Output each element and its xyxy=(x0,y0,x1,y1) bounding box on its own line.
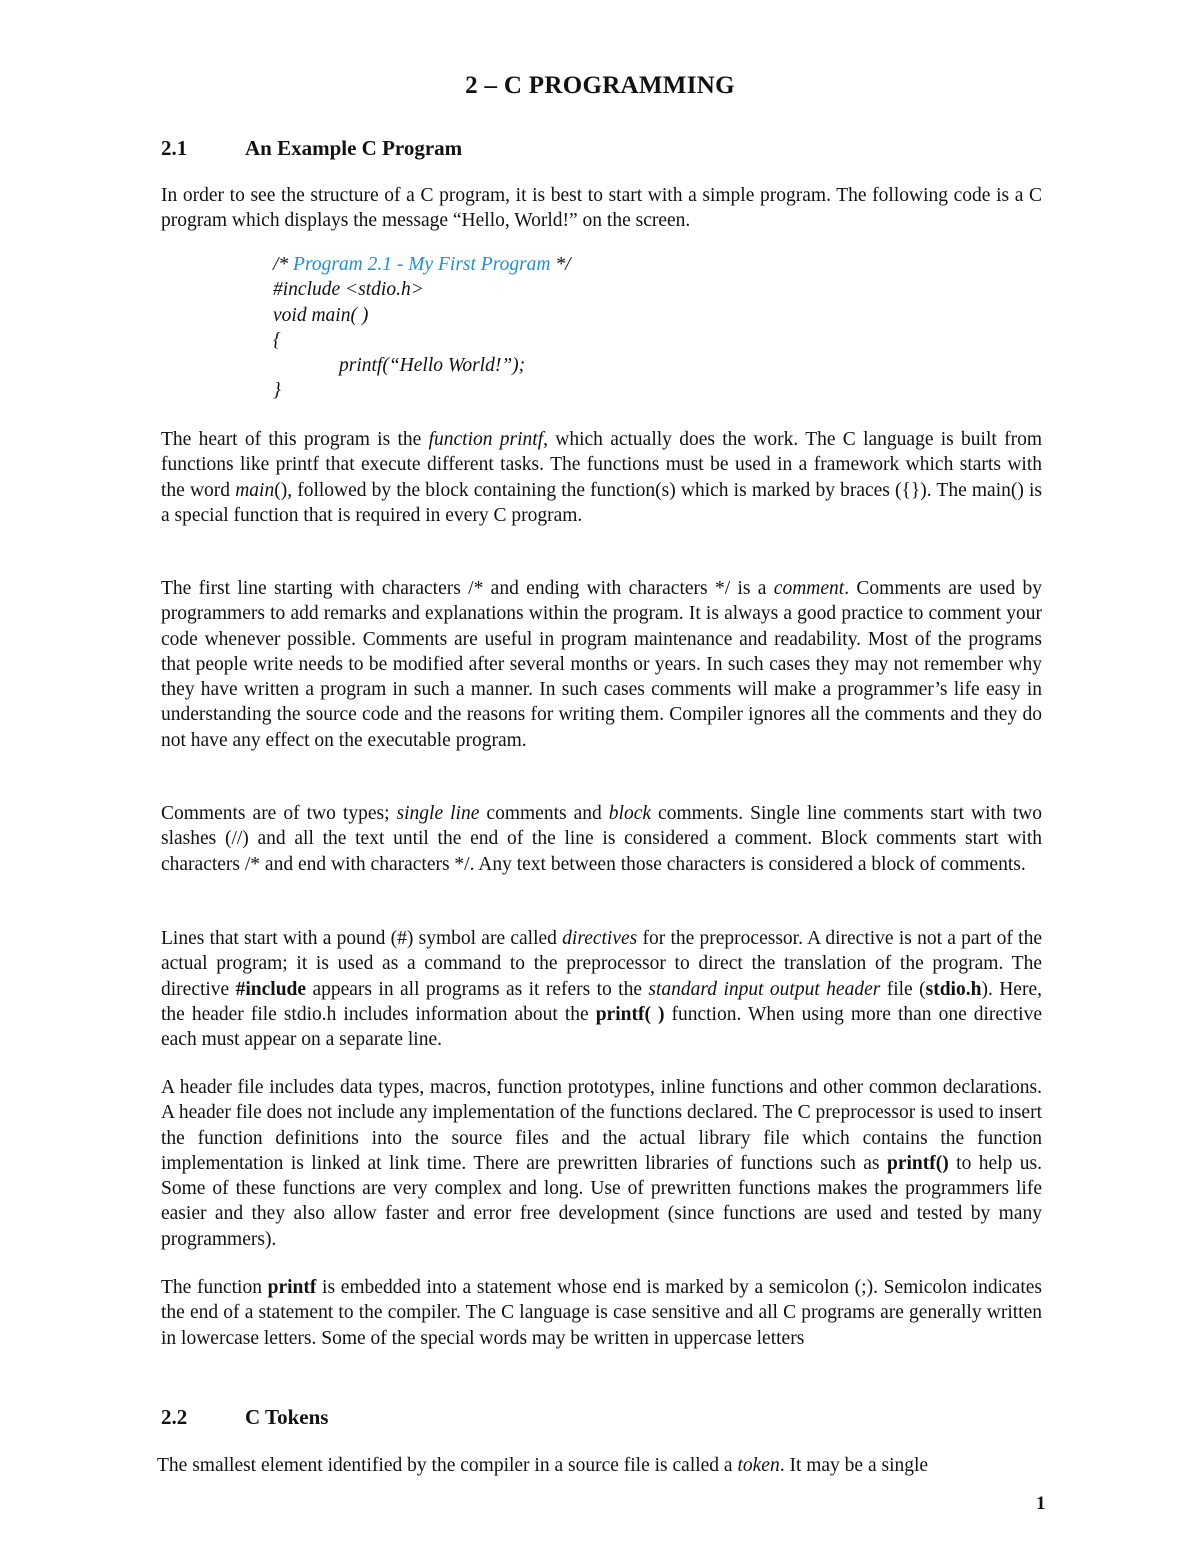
intro-paragraph xyxy=(161,183,1042,234)
section-number: 2.2 xyxy=(161,1405,188,1429)
code-listing xyxy=(273,252,571,404)
section-number: 2.1 xyxy=(161,136,188,160)
code-line-include: #include <stdio.h> xyxy=(273,279,424,301)
text-run: standard input output header xyxy=(648,978,881,1000)
section-title: An Example C Program xyxy=(245,136,463,160)
section-heading-2-2 xyxy=(161,1405,328,1430)
text-run: token xyxy=(737,1455,780,1476)
code-line-close-brace: } xyxy=(273,380,281,402)
text-run: comments. Single line comments start with two slashes (//) and all the text until the end of the line is considered a comment. Block comments start with characters /* and end with characters */. Any text between those characters is considered a block of comments. xyxy=(161,803,1042,875)
text-run: The first line starting with characters /* and ending with characters */ is a xyxy=(161,578,774,599)
paragraph-semicolon xyxy=(161,1275,1042,1351)
text-run: is embedded into a statement whose end is marked by a semicolon (;). Semicolon indicates the end of a statement to the compiler. The C language is case sensitive and all C programs are generally written in lowercase letters. Some of the special words may be written in uppercase letters xyxy=(161,1277,1042,1349)
text-run: main xyxy=(235,479,275,501)
code-comment-text: Program 2.1 - My First Program xyxy=(293,254,551,275)
page-number: 1 xyxy=(1036,1493,1046,1514)
paragraph-tokens xyxy=(157,1453,1047,1478)
text-run: #include xyxy=(235,978,307,1000)
text-run: function. When using more than one directive each must appear on a separate line. xyxy=(161,1003,1042,1051)
chapter-title: 2 – C PROGRAMMING xyxy=(465,72,735,99)
text-run: file ( xyxy=(880,978,926,1000)
text-run: printf( ) xyxy=(595,1003,665,1025)
text-run: Comments are of two types; xyxy=(161,803,397,824)
text-run: . It may be a single xyxy=(779,1455,929,1476)
text-run: The smallest element identified by the compiler in a source file is called a xyxy=(157,1455,738,1476)
paragraph-printf-heart xyxy=(161,427,1042,528)
text-run: comment xyxy=(773,578,845,599)
code-line-open-brace: { xyxy=(273,329,281,351)
paragraph-comment-types xyxy=(161,801,1042,877)
text-run: block xyxy=(608,803,652,824)
text-run: printf() xyxy=(886,1152,949,1174)
text-run: directives xyxy=(562,928,638,949)
text-run: for the preprocessor. A directive is not a part of the actual program; it is used as a command to the preprocessor to direct the translation of the program. The directive xyxy=(161,928,1042,1000)
text-run: ). Here, the header file stdio.h includes information about the xyxy=(161,978,1042,1025)
text-run: function printf xyxy=(428,429,544,450)
text-run: The heart of this program is the xyxy=(161,429,429,450)
section-heading-2-1 xyxy=(161,136,462,161)
paragraph-header-file xyxy=(161,1075,1042,1252)
text-run: , which actually does the work. The C language is built from functions like printf that execute different tasks. The functions must be used in a framework which starts with the word xyxy=(161,429,1042,501)
paragraph-comments xyxy=(161,576,1042,753)
code-line-comment: /* Program 2.1 - My First Program */ xyxy=(273,254,571,275)
text-run: comments and xyxy=(479,803,609,824)
text-run: appears in all programs as it refers to the xyxy=(306,978,649,1000)
text-run: to help us. Some of these functions are very complex and long. Use of prewritten functions makes the programmers life easier and they also allow faster and error free development (since functions are used and tested by many programmers). xyxy=(161,1152,1042,1250)
code-line-main: void main( ) xyxy=(273,304,369,326)
text-run: In order to see the structure of a C program, it is best to start with a simple program. The following code is a C program which displays the message “Hello, World!” on the screen. xyxy=(161,185,1042,232)
section-title: C Tokens xyxy=(245,1405,329,1429)
code-line-printf: printf(“Hello World!”); xyxy=(339,355,526,377)
text-run: . Comments are used by programmers to add remarks and explanations within the program. It is always a good practice to comment your code whenever possible. Comments are useful in program maintenance and readability. Most of the programs that people write needs to be modified after several months or years. In such cases they may not remember why they have written a program in such a manner. In such cases comments will make a programmer’s life easy in understanding the source code and the reasons for writing them. Compiler ignores all the comments and they do not have any effect on the executable program. xyxy=(161,578,1042,751)
text-run: Lines that start with a pound (#) symbol are called xyxy=(161,928,563,949)
text-run: The function xyxy=(161,1277,268,1298)
text-run: printf xyxy=(267,1277,317,1298)
text-run: single line xyxy=(396,803,480,824)
text-run: A header file includes data types, macros, function prototypes, inline functions and other common declarations. A header file does not include any implementation of the functions declared. The C preprocessor is used to insert the function definitions into the source files and the actual library file which contains the function implementation is linked at link time. There are prewritten libraries of functions such as xyxy=(161,1077,1042,1174)
text-run: stdio.h xyxy=(925,978,982,1000)
text-run: (), followed by the block containing the function(s) which is marked by braces ({}). The main() is a special function that is required in every C program. xyxy=(161,479,1043,526)
paragraph-directives xyxy=(161,926,1042,1052)
